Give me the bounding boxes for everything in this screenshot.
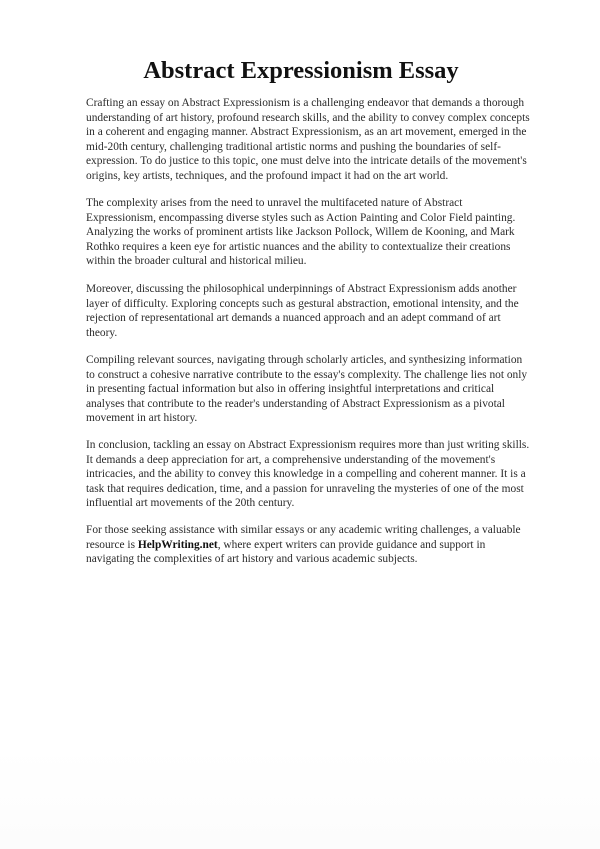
paragraph-assistance	[86, 523, 521, 567]
text-line: The complexity arises from the need to unravel the multifaceted nature of Abstract	[86, 197, 463, 209]
paragraph-conclusion	[86, 438, 529, 511]
text-line: Expressionism, encompassing diverse styles such as Action Painting and Color Field painting.	[86, 211, 516, 224]
text-line: It demands a deep appreciation for art, a comprehensive understanding of the movement's	[86, 453, 496, 466]
text-line: in presenting factual information but also in offering insightful interpretations and critical	[86, 383, 495, 396]
text-line: Crafting an essay on Abstract Expressionism is a challenging endeavor that demands a thorough	[86, 97, 525, 109]
text-line: For those seeking assistance with similar essays or any academic writing challenges, a valuable	[86, 524, 521, 536]
text-line: task that requires dedication, time, and a passion for unraveling the mysteries of one of the most	[86, 482, 524, 495]
text-fragment: resource is	[86, 538, 138, 551]
text-line: navigating the complexities of art history and various academic subjects.	[86, 553, 418, 566]
text-line: Compiling relevant sources, navigating through scholarly articles, and synthesizing information	[86, 354, 523, 366]
text-line: understanding of art history, profound research skills, and the ability to convey complex concepts	[86, 111, 530, 124]
text-line: mid-20th century, challenging traditional artistic norms and pushing the boundaries of self-	[86, 140, 501, 153]
text-line: Moreover, discussing the philosophical underpinnings of Abstract Expressionism adds another	[86, 283, 517, 295]
text-line: within the broader cultural and historical milieu.	[86, 255, 307, 268]
text-line: rejection of representational art demands a nuanced approach and an adept command of art	[86, 312, 501, 325]
text-line: in a coherent and engaging manner. Abstract Expressionism, as an art movement, emerged in the	[86, 126, 527, 139]
text-line: to construct a cohesive narrative contribute to the essay's complexity. The challenge lies not only	[86, 368, 528, 381]
text-line: intricacies, and the ability to convey this knowledge in a compelling and coherent manner. It is a	[86, 468, 526, 481]
paragraph-complexity	[86, 196, 515, 269]
text-line: Rothko requires a keen eye for artistic nuances and the ability to contextualize their creations	[86, 240, 511, 253]
text-line: Analyzing the works of prominent artists like Jackson Pollock, Willem de Kooning, and Mark	[86, 226, 515, 239]
helpwriting-brand-text: HelpWriting.net	[137, 538, 218, 551]
text-line: influential art movements of the 20th century.	[86, 497, 295, 510]
paragraph-philosophy	[86, 282, 519, 340]
text-line: origins, key artists, techniques, and the profound impact it had on the art world.	[86, 169, 449, 182]
text-line: layer of difficulty. Exploring concepts such as gestural abstraction, emotional intensity, and the	[86, 297, 519, 310]
text-line: expression. To do justice to this topic, one must delve into the intricate details of the movement's	[86, 155, 527, 168]
text-line: movement in art history.	[86, 412, 198, 425]
text-line: In conclusion, tackling an essay on Abstract Expressionism requires more than just writing skills.	[86, 439, 530, 451]
text-fragment: , where expert writers can provide guidance and support in	[217, 538, 486, 551]
text-line: theory.	[86, 326, 118, 339]
document-title: Abstract Expressionism Essay	[143, 57, 459, 84]
text-line: analyses that contribute to the reader's understanding of Abstract Expressionism as a pivotal	[86, 397, 505, 410]
paragraph-intro	[86, 96, 530, 184]
text-line	[86, 538, 521, 553]
paragraph-sources	[86, 353, 527, 426]
